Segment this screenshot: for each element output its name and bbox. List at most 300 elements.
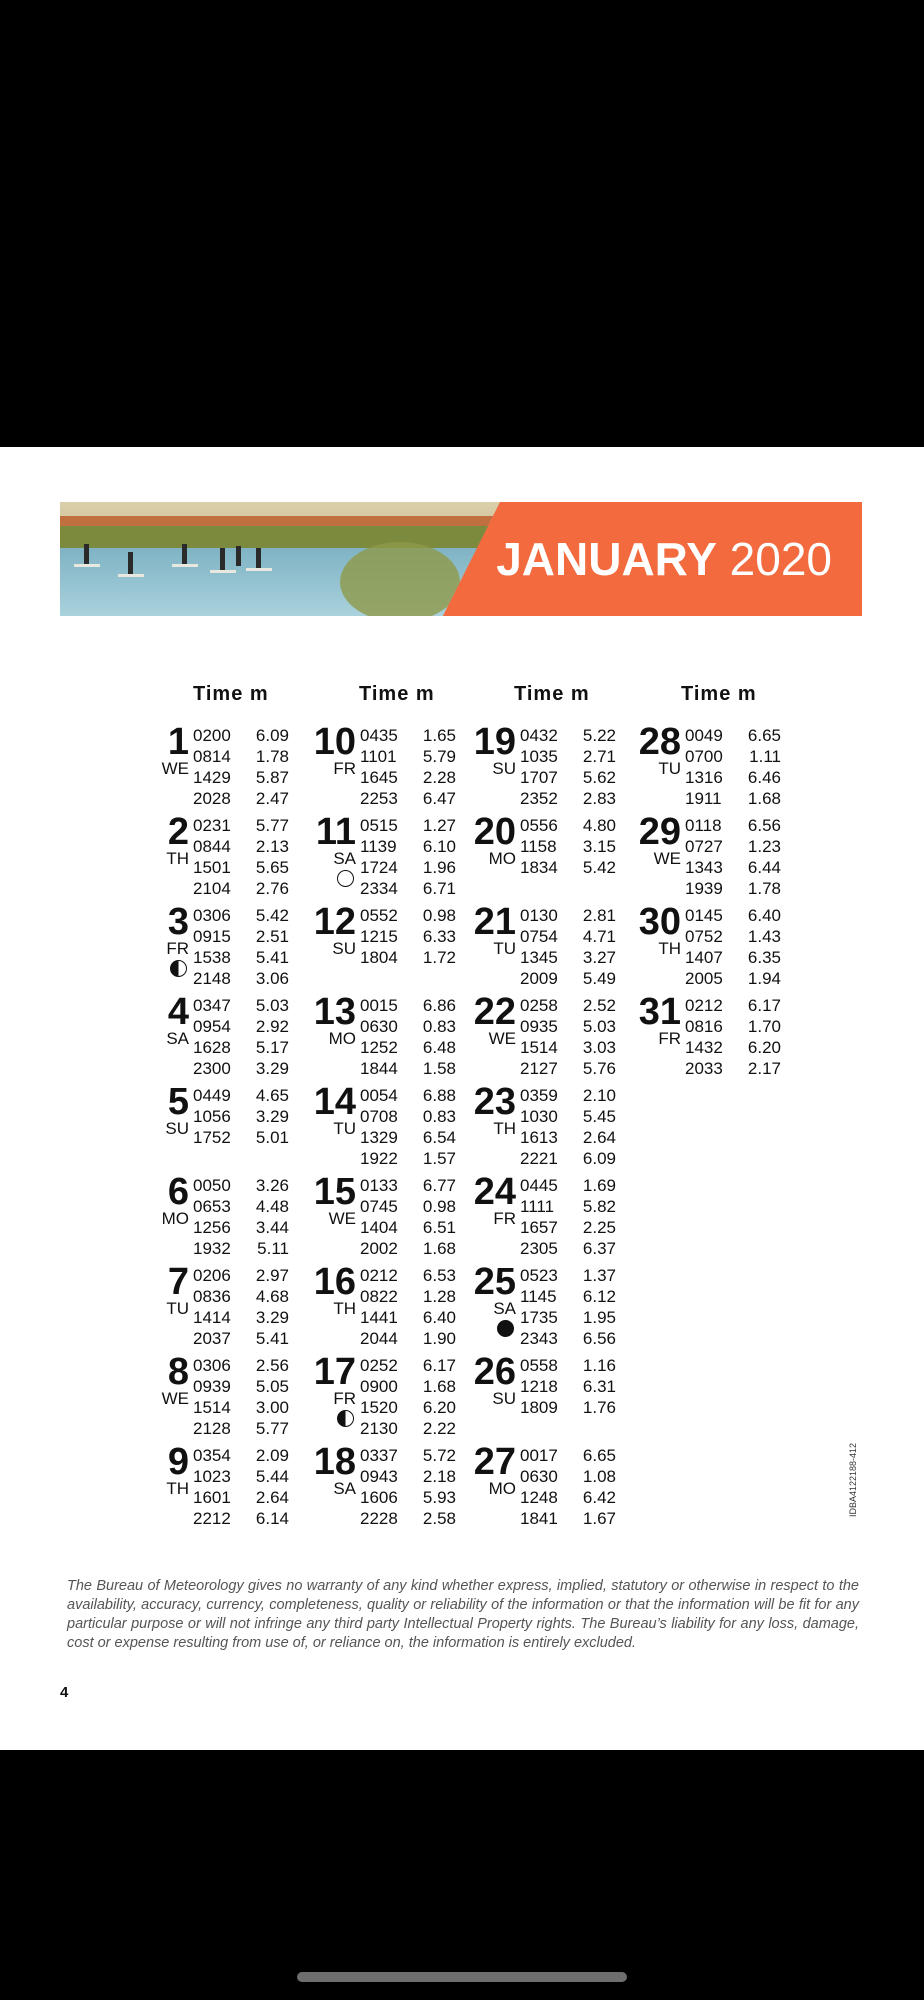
tide-height: 1.90 <box>422 1329 456 1348</box>
day-number: 29 <box>638 811 681 853</box>
tide-height: 6.20 <box>422 1398 456 1417</box>
tide-time: 1752 <box>193 1128 231 1147</box>
tide-row <box>193 788 289 809</box>
tide-row <box>520 836 616 857</box>
tide-height: 5.42 <box>255 906 289 925</box>
tide-time: 1145 <box>520 1287 557 1306</box>
day-17 <box>300 1351 460 1439</box>
tide-height: 1.69 <box>582 1176 616 1195</box>
tide-height: 1.78 <box>255 747 289 766</box>
tide-row <box>520 926 616 947</box>
day-of-week: WE <box>488 1029 516 1048</box>
tide-height: 1.72 <box>422 948 456 967</box>
tide-time: 0133 <box>360 1176 398 1195</box>
day-27 <box>460 1441 620 1529</box>
tide-time: 0200 <box>193 726 231 745</box>
tide-height: 6.48 <box>422 1038 456 1057</box>
tide-row <box>520 857 616 878</box>
day-31 <box>625 991 785 1079</box>
tide-row <box>685 788 781 809</box>
tide-height: 6.17 <box>747 996 781 1015</box>
day-number: 1 <box>167 721 189 763</box>
tide-row <box>360 878 456 899</box>
tide-row <box>360 815 456 836</box>
tide-row <box>193 1355 289 1376</box>
tide-height: 1.95 <box>582 1308 616 1327</box>
tide-time: 1735 <box>520 1308 558 1327</box>
tide-time: 1343 <box>685 858 723 877</box>
tide-list <box>193 725 289 809</box>
day-of-week: WE <box>328 1209 356 1228</box>
tide-row <box>520 1397 616 1418</box>
tide-time: 2028 <box>193 789 231 808</box>
tide-height: 5.03 <box>582 1017 616 1036</box>
tide-time: 0915 <box>193 927 231 946</box>
tide-height: 1.27 <box>422 816 456 835</box>
tide-time: 0954 <box>193 1017 231 1036</box>
tide-row <box>685 836 781 857</box>
tide-row <box>360 1445 456 1466</box>
tide-row <box>520 1487 616 1508</box>
day-number: 3 <box>167 901 189 943</box>
tide-list <box>360 1175 456 1259</box>
tide-row <box>360 1016 456 1037</box>
tide-height: 3.44 <box>255 1218 289 1237</box>
moon-phase-new-icon <box>497 1320 514 1337</box>
tide-row <box>193 995 289 1016</box>
tide-height: 6.10 <box>422 837 456 856</box>
tide-time: 0118 <box>685 816 722 835</box>
tide-row <box>193 926 289 947</box>
tide-time: 1256 <box>193 1218 231 1237</box>
tide-height: 1.16 <box>582 1356 616 1375</box>
tide-height: 6.88 <box>422 1086 456 1105</box>
tide-time: 1215 <box>360 927 398 946</box>
tide-time: 2104 <box>193 879 231 898</box>
tide-time: 0206 <box>193 1266 231 1285</box>
tide-height: 6.56 <box>582 1329 616 1348</box>
tide-row <box>520 815 616 836</box>
tide-row <box>193 947 289 968</box>
day-number: 18 <box>313 1441 356 1483</box>
day-number: 11 <box>315 811 356 853</box>
tide-time: 0212 <box>685 996 723 1015</box>
day-of-week: SA <box>166 1029 189 1048</box>
tide-time: 1939 <box>685 879 723 898</box>
tide-time: 1645 <box>360 768 398 787</box>
tide-time: 1809 <box>520 1398 558 1417</box>
tide-list <box>360 995 456 1079</box>
tide-time: 0552 <box>360 906 398 925</box>
tide-row <box>193 836 289 857</box>
day-number: 21 <box>473 901 516 943</box>
day-number: 9 <box>167 1441 189 1483</box>
tide-row <box>685 968 781 989</box>
tide-height: 1.76 <box>582 1398 616 1417</box>
day-of-week: MO <box>328 1029 356 1048</box>
tide-time: 0435 <box>360 726 398 745</box>
tide-row <box>193 1466 289 1487</box>
tide-height: 6.47 <box>422 789 456 808</box>
tide-row <box>520 1286 616 1307</box>
tide-time: 1023 <box>193 1467 231 1486</box>
day-number: 28 <box>638 721 681 763</box>
day-16 <box>300 1261 460 1349</box>
column-header: Time m <box>193 683 269 705</box>
tide-time: 0050 <box>193 1176 231 1195</box>
day-number: 22 <box>473 991 516 1033</box>
tide-height: 1.78 <box>747 879 781 898</box>
tide-time: 0306 <box>193 906 231 925</box>
day-26 <box>460 1351 620 1439</box>
tide-height: 4.80 <box>582 816 616 835</box>
tide-time: 0822 <box>360 1287 398 1306</box>
tide-height: 2.51 <box>255 927 289 946</box>
tide-height: 1.96 <box>422 858 456 877</box>
tide-row <box>360 725 456 746</box>
day-of-week: MO <box>488 1479 516 1498</box>
tide-row <box>520 788 616 809</box>
tide-height: 5.79 <box>422 747 456 766</box>
tide-time: 0558 <box>520 1356 558 1375</box>
tide-row <box>193 1418 289 1439</box>
tide-time: 1407 <box>685 948 723 967</box>
tide-row <box>360 1175 456 1196</box>
tide-height: 5.65 <box>255 858 289 877</box>
tide-height: 6.65 <box>582 1446 616 1465</box>
tide-row <box>360 1196 456 1217</box>
day-5 <box>133 1081 293 1169</box>
tide-list <box>685 725 781 809</box>
column-header: Time m <box>359 683 435 705</box>
tide-time: 1724 <box>360 858 398 877</box>
day-number: 23 <box>473 1081 516 1123</box>
tide-list <box>193 1355 289 1439</box>
day-of-week: SU <box>165 1119 189 1138</box>
tide-list <box>193 1175 289 1259</box>
tide-height: 1.57 <box>422 1149 456 1168</box>
tide-row <box>520 1217 616 1238</box>
day-number: 5 <box>167 1081 189 1123</box>
day-18 <box>300 1441 460 1529</box>
tide-row <box>360 788 456 809</box>
tide-row <box>193 1265 289 1286</box>
day-number: 27 <box>473 1441 516 1483</box>
tide-row <box>520 746 616 767</box>
day-number: 7 <box>167 1261 189 1303</box>
moon-phase-last-icon <box>337 1410 354 1427</box>
tide-list <box>520 1175 616 1259</box>
tide-list <box>193 995 289 1079</box>
day-of-week: MO <box>161 1209 189 1228</box>
tide-time: 1538 <box>193 948 231 967</box>
tide-height: 1.08 <box>582 1467 616 1486</box>
tide-time: 0630 <box>360 1017 398 1036</box>
tide-height: 4.71 <box>582 927 616 946</box>
day-21 <box>460 901 620 989</box>
tide-time: 1316 <box>685 768 723 787</box>
tide-row <box>193 1196 289 1217</box>
tide-height: 2.47 <box>255 789 289 808</box>
tide-height: 1.68 <box>422 1377 456 1396</box>
day-14 <box>300 1081 460 1169</box>
tide-list <box>520 1355 616 1418</box>
tide-row <box>193 1397 289 1418</box>
disclaimer: The Bureau of Meteorology gives no warranty of any kind whether express, implied, statutory or otherwise in respect to the availability, accuracy, currency, completeness, quality or reliability of the information or that the information will be fit for any particular purpose or will not infringe any third party Intellectual Property rights. The Bureau’s liability for any loss, damage, cost or expense resulting from use of, or reliance on, the information is entirely excluded. <box>67 1578 859 1651</box>
tide-time: 0449 <box>193 1086 231 1105</box>
tide-row <box>193 1238 289 1259</box>
tide-row <box>360 1106 456 1127</box>
tide-height: 5.41 <box>255 1329 289 1348</box>
tide-height: 6.40 <box>747 906 781 925</box>
tide-time: 1111 <box>520 1197 555 1216</box>
tide-row <box>520 1037 616 1058</box>
day-number: 19 <box>473 721 516 763</box>
tide-height: 4.68 <box>255 1287 289 1306</box>
tide-height: 1.28 <box>422 1287 456 1306</box>
tide-height: 3.29 <box>255 1107 289 1126</box>
day-2 <box>133 811 293 899</box>
tide-row <box>520 1148 616 1169</box>
tide-height: 2.10 <box>582 1086 616 1105</box>
tide-row <box>360 1376 456 1397</box>
tide-height: 6.77 <box>422 1176 456 1195</box>
tide-time: 0844 <box>193 837 231 856</box>
tide-time: 2148 <box>193 969 231 988</box>
tide-row <box>360 1508 456 1529</box>
tide-time: 1834 <box>520 858 558 877</box>
day-number: 16 <box>313 1261 356 1303</box>
tide-row <box>193 968 289 989</box>
day-11 <box>300 811 460 899</box>
day-number: 30 <box>638 901 681 943</box>
tide-row <box>193 1037 289 1058</box>
tide-time: 0708 <box>360 1107 398 1126</box>
tide-list <box>360 725 456 809</box>
tide-height: 5.41 <box>255 948 289 967</box>
tide-row <box>520 905 616 926</box>
tide-time: 0017 <box>520 1446 558 1465</box>
tide-time: 2128 <box>193 1419 231 1438</box>
tide-time: 0015 <box>360 996 398 1015</box>
tide-height: 2.25 <box>582 1218 616 1237</box>
day-of-week: SU <box>332 939 356 958</box>
day-of-week: FR <box>333 759 356 778</box>
tide-height: 2.17 <box>747 1059 781 1078</box>
tide-time: 0359 <box>520 1086 558 1105</box>
tide-time: 0130 <box>520 906 558 925</box>
tide-row <box>193 1217 289 1238</box>
tide-time: 0816 <box>685 1017 723 1036</box>
tide-height: 5.44 <box>255 1467 289 1486</box>
day-of-week: SU <box>492 1389 516 1408</box>
tide-row <box>193 1175 289 1196</box>
tide-time: 0515 <box>360 816 398 835</box>
tide-height: 1.11 <box>749 747 781 766</box>
tide-time: 0231 <box>193 816 231 835</box>
tide-time: 0700 <box>685 747 723 766</box>
tide-height: 5.49 <box>582 969 616 988</box>
tide-row <box>685 905 781 926</box>
tide-height: 5.03 <box>255 996 289 1015</box>
tide-time: 0054 <box>360 1086 398 1105</box>
tide-row <box>520 1376 616 1397</box>
day-7 <box>133 1261 293 1349</box>
tide-row <box>520 725 616 746</box>
tide-list <box>193 1085 289 1148</box>
tide-height: 5.87 <box>255 768 289 787</box>
tide-time: 1429 <box>193 768 231 787</box>
tide-height: 2.71 <box>582 747 616 766</box>
tide-time: 2228 <box>360 1509 398 1528</box>
tide-height: 2.09 <box>255 1446 289 1465</box>
day-number: 2 <box>167 811 189 853</box>
tide-time: 1841 <box>520 1509 558 1528</box>
tide-row <box>520 1355 616 1376</box>
tide-list <box>193 1265 289 1349</box>
day-of-week: SA <box>493 1299 516 1318</box>
tide-time: 2002 <box>360 1239 398 1258</box>
moon-phase-full-icon <box>337 870 354 887</box>
tide-list <box>360 1265 456 1349</box>
tide-time: 0347 <box>193 996 231 1015</box>
tide-time: 2334 <box>360 879 398 898</box>
tide-list <box>520 905 616 989</box>
tide-row <box>193 905 289 926</box>
banner-photo <box>60 502 500 616</box>
tide-row <box>520 1106 616 1127</box>
tide-row <box>193 725 289 746</box>
tide-time: 2300 <box>193 1059 231 1078</box>
tide-time: 1707 <box>520 768 558 787</box>
tide-height: 4.65 <box>255 1086 289 1105</box>
day-of-week: TU <box>333 1119 356 1138</box>
day-of-week: FR <box>166 939 189 958</box>
tide-row <box>360 1418 456 1439</box>
tide-row <box>193 878 289 899</box>
tide-time: 0432 <box>520 726 558 745</box>
tide-row <box>360 1148 456 1169</box>
day-23 <box>460 1081 620 1169</box>
tide-time: 2221 <box>520 1149 558 1168</box>
tide-height: 1.65 <box>422 726 456 745</box>
tide-time: 1248 <box>520 1488 558 1507</box>
day-of-week: TH <box>658 939 681 958</box>
tide-time: 1158 <box>520 837 557 856</box>
day-10 <box>300 721 460 809</box>
tide-row <box>193 1376 289 1397</box>
tide-time: 1139 <box>360 837 397 856</box>
tide-time: 0836 <box>193 1287 231 1306</box>
tide-time: 0337 <box>360 1446 398 1465</box>
tide-height: 0.98 <box>422 906 456 925</box>
tide-list <box>360 905 456 968</box>
day-of-week: TH <box>166 849 189 868</box>
day-number: 13 <box>313 991 356 1033</box>
tide-time: 0752 <box>685 927 723 946</box>
tide-height: 5.01 <box>255 1128 289 1147</box>
tide-time: 1628 <box>193 1038 231 1057</box>
tide-time: 1414 <box>193 1308 231 1327</box>
day-4 <box>133 991 293 1079</box>
tide-time: 0745 <box>360 1197 398 1216</box>
tide-height: 6.20 <box>747 1038 781 1057</box>
day-of-week: MO <box>488 849 516 868</box>
tide-row <box>360 1466 456 1487</box>
tide-height: 6.31 <box>582 1377 616 1396</box>
day-number: 12 <box>313 901 356 943</box>
tide-row <box>520 1058 616 1079</box>
tide-list <box>193 815 289 899</box>
moon-phase-last-icon <box>170 960 187 977</box>
tide-height: 3.26 <box>255 1176 289 1195</box>
tide-height: 2.92 <box>255 1017 289 1036</box>
tide-row <box>360 746 456 767</box>
tide-height: 1.43 <box>747 927 781 946</box>
day-number: 31 <box>638 991 681 1033</box>
tide-time: 0754 <box>520 927 558 946</box>
day-19 <box>460 721 620 809</box>
tide-height: 2.81 <box>582 906 616 925</box>
tide-row <box>193 1328 289 1349</box>
tide-time: 1911 <box>685 789 722 808</box>
tide-row <box>685 995 781 1016</box>
tide-height: 6.12 <box>582 1287 616 1306</box>
tide-time: 1441 <box>360 1308 398 1327</box>
month-banner <box>60 502 862 616</box>
tide-time: 0556 <box>520 816 558 835</box>
day-number: 6 <box>167 1171 189 1213</box>
tide-row <box>520 1328 616 1349</box>
tide-list <box>685 995 781 1079</box>
day-of-week: WE <box>161 1389 189 1408</box>
tide-list <box>193 905 289 989</box>
day-28 <box>625 721 785 809</box>
tide-row <box>360 926 456 947</box>
tide-list <box>360 815 456 899</box>
tide-row <box>520 767 616 788</box>
tide-row <box>685 1058 781 1079</box>
tide-row <box>193 1106 289 1127</box>
tide-height: 6.46 <box>747 768 781 787</box>
month-label: JANUARY <box>496 533 717 585</box>
tide-list <box>520 815 616 878</box>
tide-height: 3.03 <box>582 1038 616 1057</box>
tide-height: 1.68 <box>422 1239 456 1258</box>
day-of-week: FR <box>658 1029 681 1048</box>
home-indicator[interactable] <box>297 1972 627 1982</box>
tide-time: 2305 <box>520 1239 558 1258</box>
tide-row <box>193 1127 289 1148</box>
tide-height: 5.77 <box>255 1419 289 1438</box>
day-number: 15 <box>313 1171 356 1213</box>
tide-height: 1.23 <box>747 837 781 856</box>
tide-row <box>193 1058 289 1079</box>
day-of-week: WE <box>161 759 189 778</box>
tide-list <box>360 1355 456 1439</box>
day-of-week: TH <box>166 1479 189 1498</box>
day-number: 20 <box>473 811 516 853</box>
tide-time: 1501 <box>193 858 231 877</box>
tide-height: 2.76 <box>255 879 289 898</box>
tide-height: 6.14 <box>255 1509 289 1528</box>
tide-time: 1613 <box>520 1128 558 1147</box>
tide-height: 5.05 <box>255 1377 289 1396</box>
tide-height: 3.06 <box>255 969 289 988</box>
tide-time: 1804 <box>360 948 398 967</box>
tide-height: 1.58 <box>422 1059 456 1078</box>
tide-row <box>360 1217 456 1238</box>
